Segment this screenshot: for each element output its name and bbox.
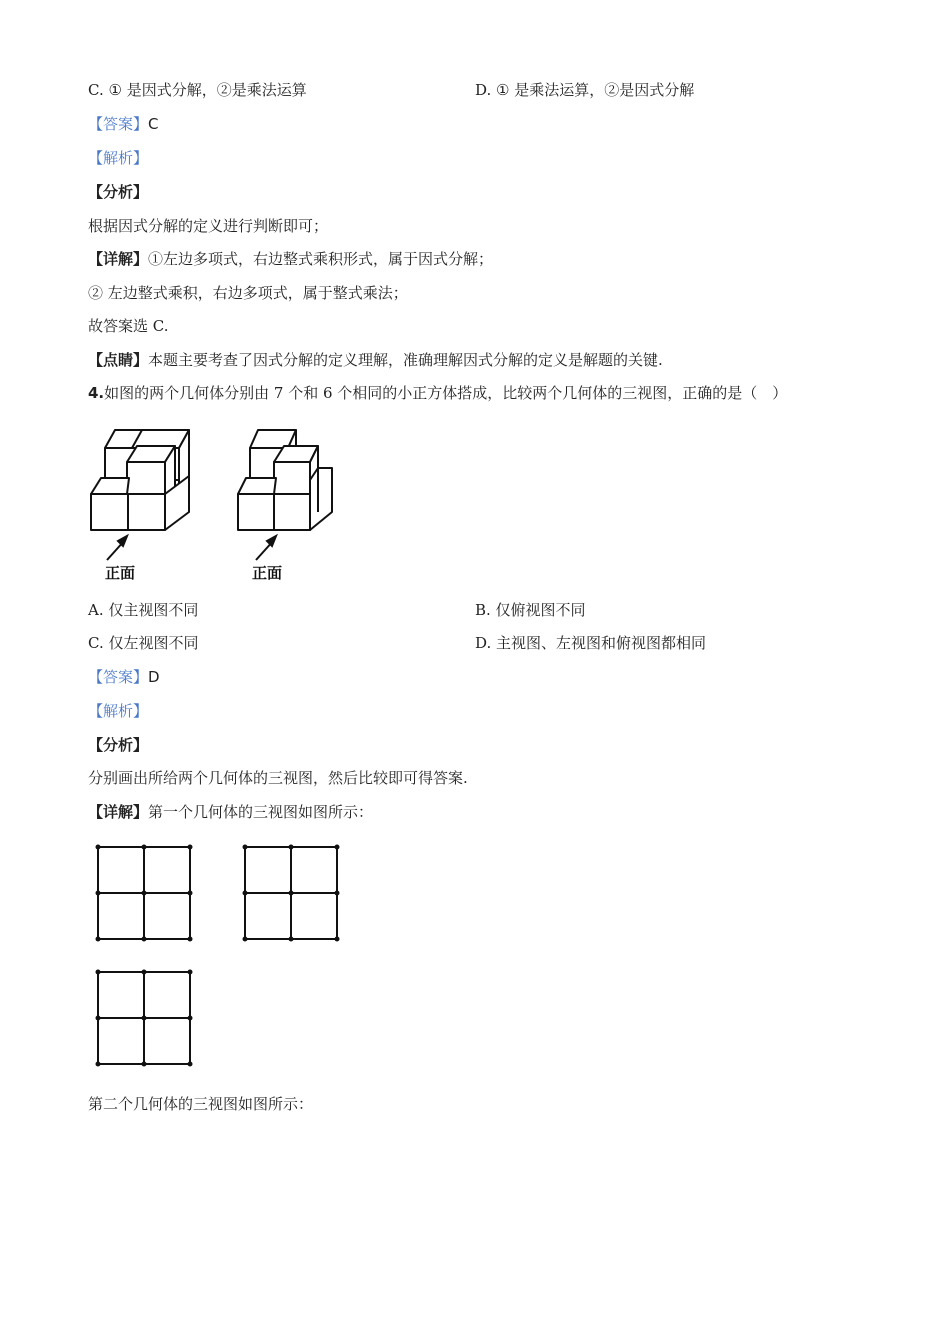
solid-figure-2 <box>232 420 352 585</box>
prev-fenxi-text: 根据因式分解的定义进行判断即可； <box>88 217 329 235</box>
q4-option-d: D. 主视图、左视图和俯视图都相同 <box>475 634 707 652</box>
xiangjie-text: 第一个几何体的三视图如图所示： <box>148 803 374 821</box>
prev-xiangjie <box>88 249 493 269</box>
q4-jiexi-tag: 【解析】 <box>88 702 149 720</box>
figure-label-front: 正面 <box>105 564 136 582</box>
answer-tag: 【答案】 <box>88 668 149 686</box>
prev-answer <box>88 114 159 134</box>
answer-value: D <box>148 668 160 686</box>
xiangjie-tag: 【详解】 <box>88 803 149 821</box>
q4-fenxi-tag: 【分析】 <box>88 736 149 754</box>
q4-option-a: A. 仅主视图不同 <box>88 601 199 619</box>
left-view-grid <box>241 843 341 943</box>
solid-figure-1 <box>85 420 205 585</box>
prev-jiexi-tag: 【解析】 <box>88 149 149 167</box>
xiangjie-text: ①左边多项式，右边整式乘积形式，属于因式分解； <box>148 250 494 268</box>
q4-fenxi-text: 分别画出所给两个几何体的三视图，然后比较即可得答案. <box>88 769 468 787</box>
prev-conclusion: 故答案选 C. <box>88 317 169 335</box>
prev-fenxi-tag: 【分析】 <box>88 183 149 201</box>
question-number: 4. <box>88 384 105 402</box>
top-view-grid <box>94 968 194 1068</box>
q4-second-text: 第二个几何体的三视图如图所示： <box>88 1095 314 1113</box>
q4-answer <box>88 667 160 687</box>
xiangjie-tag: 【详解】 <box>88 250 149 268</box>
q4-option-b: B. 仅俯视图不同 <box>475 601 586 619</box>
answer-tag: 【答案】 <box>88 115 149 133</box>
figure-label-front-2: 正面 <box>252 564 283 582</box>
prev-dianjing <box>88 350 663 370</box>
question-text: 如图的两个几何体分别由 7 个和 6 个相同的小正方体搭成，比较两个几何体的三视图，正确的是（ ） <box>104 384 788 402</box>
prev-line2: ② 左边整式乘积，右边多项式，属于整式乘法； <box>88 284 408 302</box>
q4-xiangjie <box>88 802 373 822</box>
prev-option-c: C. ① 是因式分解，②是乘法运算 <box>88 81 307 99</box>
question4-stem <box>88 383 787 403</box>
q4-option-c: C. 仅左视图不同 <box>88 634 199 652</box>
dianjing-tag: 【点睛】 <box>88 351 149 369</box>
dianjing-text: 本题主要考查了因式分解的定义理解，准确理解因式分解的定义是解题的关键. <box>148 351 663 369</box>
front-view-grid <box>94 843 194 943</box>
prev-option-d: D. ① 是乘法运算，②是因式分解 <box>475 81 695 99</box>
answer-value: C <box>148 115 159 133</box>
